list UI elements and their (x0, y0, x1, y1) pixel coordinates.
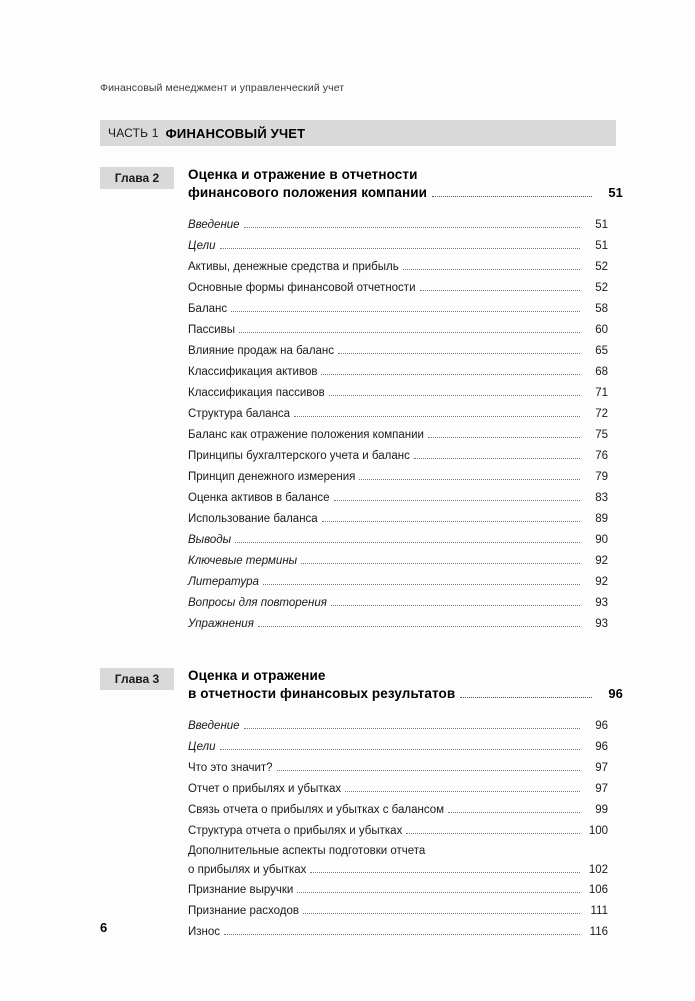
chapter-title-line1: Оценка и отражение в отчетности (188, 167, 418, 182)
toc-entry-label: Признание выручки (188, 884, 294, 896)
chapter-title-line2: финансового положения компании (188, 185, 428, 200)
toc-entry-label: Упражнения (188, 618, 254, 630)
toc-entry[interactable] (188, 446, 608, 467)
toc-entry-label: Использование баланса (188, 513, 318, 525)
toc-entry[interactable] (188, 842, 608, 880)
leader-dots (359, 479, 580, 480)
toc-entry-page: 83 (595, 492, 608, 504)
leader-dots (338, 353, 580, 354)
toc-entry-label: Цели (188, 240, 216, 252)
chapter-page: 96 (608, 686, 623, 701)
toc-entry-page: 106 (588, 884, 608, 896)
toc-entry-label: Оценка активов в балансе (188, 492, 330, 504)
toc-entry-page: 93 (595, 597, 608, 609)
toc-entry-page: 97 (595, 783, 608, 795)
leader-dots (220, 749, 580, 750)
toc-entry-label: Баланс как отражение положения компании (188, 429, 424, 441)
leader-dots (220, 248, 580, 249)
toc-entry[interactable] (188, 467, 608, 488)
toc-entry[interactable] (188, 425, 608, 446)
chapter-title-line1: Оценка и отражение (188, 668, 326, 683)
toc-entry[interactable] (188, 215, 608, 236)
leader-dots (239, 332, 580, 333)
spacer (100, 645, 623, 667)
leader-dots (345, 791, 580, 792)
toc-entry-label: Ключевые термины (188, 555, 298, 567)
leader-dots (460, 697, 592, 698)
leader-dots (277, 770, 580, 771)
chapter-block (100, 166, 623, 635)
chapter-entries (188, 716, 608, 943)
toc-entry[interactable] (188, 551, 608, 572)
toc-entry-label: Цели (188, 741, 216, 753)
toc-entry[interactable] (188, 880, 608, 901)
toc-entry-page: 96 (595, 741, 608, 753)
leader-dots (428, 437, 580, 438)
leader-dots (235, 542, 580, 543)
chapter-tag: Глава 3 (100, 668, 174, 690)
toc-entry[interactable] (188, 821, 608, 842)
toc-entry-page: 52 (595, 282, 608, 294)
toc-entry-page: 58 (595, 303, 608, 315)
toc-entry-label: Основные формы финансовой отчетности (188, 282, 416, 294)
toc-entry[interactable] (188, 901, 608, 922)
chapter-title-line2: в отчетности финансовых результатов (188, 686, 456, 701)
toc-entry-label: Выводы (188, 534, 232, 546)
toc-entry[interactable] (188, 257, 608, 278)
toc-entry-label: Связь отчета о прибылях и убытках с балансом (188, 804, 445, 816)
toc-entry[interactable] (188, 800, 608, 821)
leader-dots (414, 458, 580, 459)
toc-entry[interactable] (188, 278, 608, 299)
toc-entry-page: 99 (595, 804, 608, 816)
toc-entry-page: 102 (588, 864, 608, 876)
toc-entry-label: Структура отчета о прибылях и убытках (188, 825, 403, 837)
leader-dots (301, 563, 580, 564)
toc-entry-page: 76 (595, 450, 608, 462)
leader-dots (303, 913, 580, 914)
toc-entry[interactable] (188, 737, 608, 758)
toc-entry-label: Вопросы для повторения (188, 597, 327, 609)
toc-entry-label: Признание расходов (188, 905, 299, 917)
leader-dots (321, 374, 580, 375)
leader-dots (263, 584, 580, 585)
chapter-heading[interactable] (100, 667, 623, 703)
toc-entry-page: 89 (595, 513, 608, 525)
toc-entry-page: 60 (595, 324, 608, 336)
leader-dots (322, 521, 580, 522)
toc-entry[interactable] (188, 236, 608, 257)
toc-entry-page: 51 (595, 219, 608, 231)
toc-entry-page: 97 (595, 762, 608, 774)
leader-dots (244, 728, 580, 729)
running-head: Финансовый менеджмент и управленческий учет (100, 82, 345, 94)
leader-dots (231, 311, 580, 312)
toc-entry-page: 51 (595, 240, 608, 252)
toc-entry-label: Что это значит? (188, 762, 273, 774)
leader-dots (334, 500, 580, 501)
toc-entry[interactable] (188, 383, 608, 404)
part-banner (100, 120, 616, 146)
toc-entry-label: Структура баланса (188, 408, 291, 420)
toc-entry[interactable] (188, 614, 608, 635)
leader-dots (406, 833, 580, 834)
toc-entry-page: 65 (595, 345, 608, 357)
toc-entry-label: Принципы бухгалтерского учета и баланс (188, 450, 410, 462)
toc-entry-page: 116 (589, 926, 608, 938)
chapter-title-line2-row (188, 685, 623, 703)
toc-entry-page: 52 (595, 261, 608, 273)
toc-entry-page: 79 (595, 471, 608, 483)
leader-dots (432, 196, 592, 197)
toc-entry-page: 93 (595, 618, 608, 630)
toc-entry-page: 100 (588, 825, 608, 837)
toc-entry-page: 92 (595, 576, 608, 588)
leader-dots (224, 934, 580, 935)
toc-entry-page: 72 (595, 408, 608, 420)
toc-entry[interactable] (188, 716, 608, 737)
toc-entry[interactable] (188, 362, 608, 383)
leader-dots (310, 872, 580, 873)
toc-entry-label: Износ (188, 926, 221, 938)
chapter-block (100, 667, 623, 943)
toc-entry-page: 92 (595, 555, 608, 567)
leader-dots (331, 605, 580, 606)
toc-entry-label: Пассивы (188, 324, 235, 336)
toc-entry[interactable] (188, 779, 608, 800)
leader-dots (258, 626, 580, 627)
toc-entry-label: Баланс (188, 303, 228, 315)
toc-entry-label: Дополнительные аспекты подготовки отчета (188, 845, 426, 857)
toc-entry-page: 68 (595, 366, 608, 378)
toc-entry[interactable] (188, 530, 608, 551)
toc-entry-label: Классификация активов (188, 366, 318, 378)
leader-dots (297, 892, 580, 893)
chapter-title-line2-row (188, 184, 623, 202)
chapter-title (188, 667, 623, 703)
toc-entry[interactable] (188, 299, 608, 320)
chapter-title (188, 166, 623, 202)
toc-entry-page: 75 (595, 429, 608, 441)
toc-entry-label: Введение (188, 720, 240, 732)
toc-entry[interactable] (188, 922, 608, 943)
toc-entry-label: Активы, денежные средства и прибыль (188, 261, 399, 273)
toc-entry[interactable] (188, 320, 608, 341)
toc-entry-label: Принцип денежного измерения (188, 471, 356, 483)
page-number: 6 (100, 920, 108, 935)
part-label: ЧАСТЬ 1 (108, 126, 159, 140)
toc-entry-page: 96 (595, 720, 608, 732)
toc-entry-page: 90 (595, 534, 608, 546)
part-title: ФИНАНСОВЫЙ УЧЕТ (165, 125, 306, 141)
leader-dots (420, 290, 580, 291)
leader-dots (244, 227, 580, 228)
toc-entry[interactable] (188, 488, 608, 509)
toc-entry-label: Литература (188, 576, 259, 588)
leader-dots (403, 269, 580, 270)
leader-dots (294, 416, 580, 417)
toc-entry[interactable] (188, 509, 608, 530)
toc-entry-label: Отчет о прибылях и убытках (188, 783, 342, 795)
toc-entry[interactable] (188, 341, 608, 362)
toc-entry-label: Классификация пассивов (188, 387, 325, 399)
toc-entry[interactable] (188, 404, 608, 425)
toc-entry-label: Введение (188, 219, 240, 231)
toc-entry[interactable] (188, 593, 608, 614)
toc-entry[interactable] (188, 758, 608, 779)
chapter-tag: Глава 2 (100, 167, 174, 189)
toc-entry[interactable] (188, 572, 608, 593)
toc-entry-label: Влияние продаж на баланс (188, 345, 335, 357)
toc-entry-page: 111 (590, 905, 608, 917)
chapter-entries (188, 215, 608, 635)
toc-entry-page: 71 (595, 387, 608, 399)
toc-entry-label-cont: о прибылях и убытках (188, 864, 307, 876)
leader-dots (329, 395, 580, 396)
leader-dots (448, 812, 580, 813)
chapter-page: 51 (608, 185, 623, 200)
chapter-heading[interactable] (100, 166, 623, 202)
